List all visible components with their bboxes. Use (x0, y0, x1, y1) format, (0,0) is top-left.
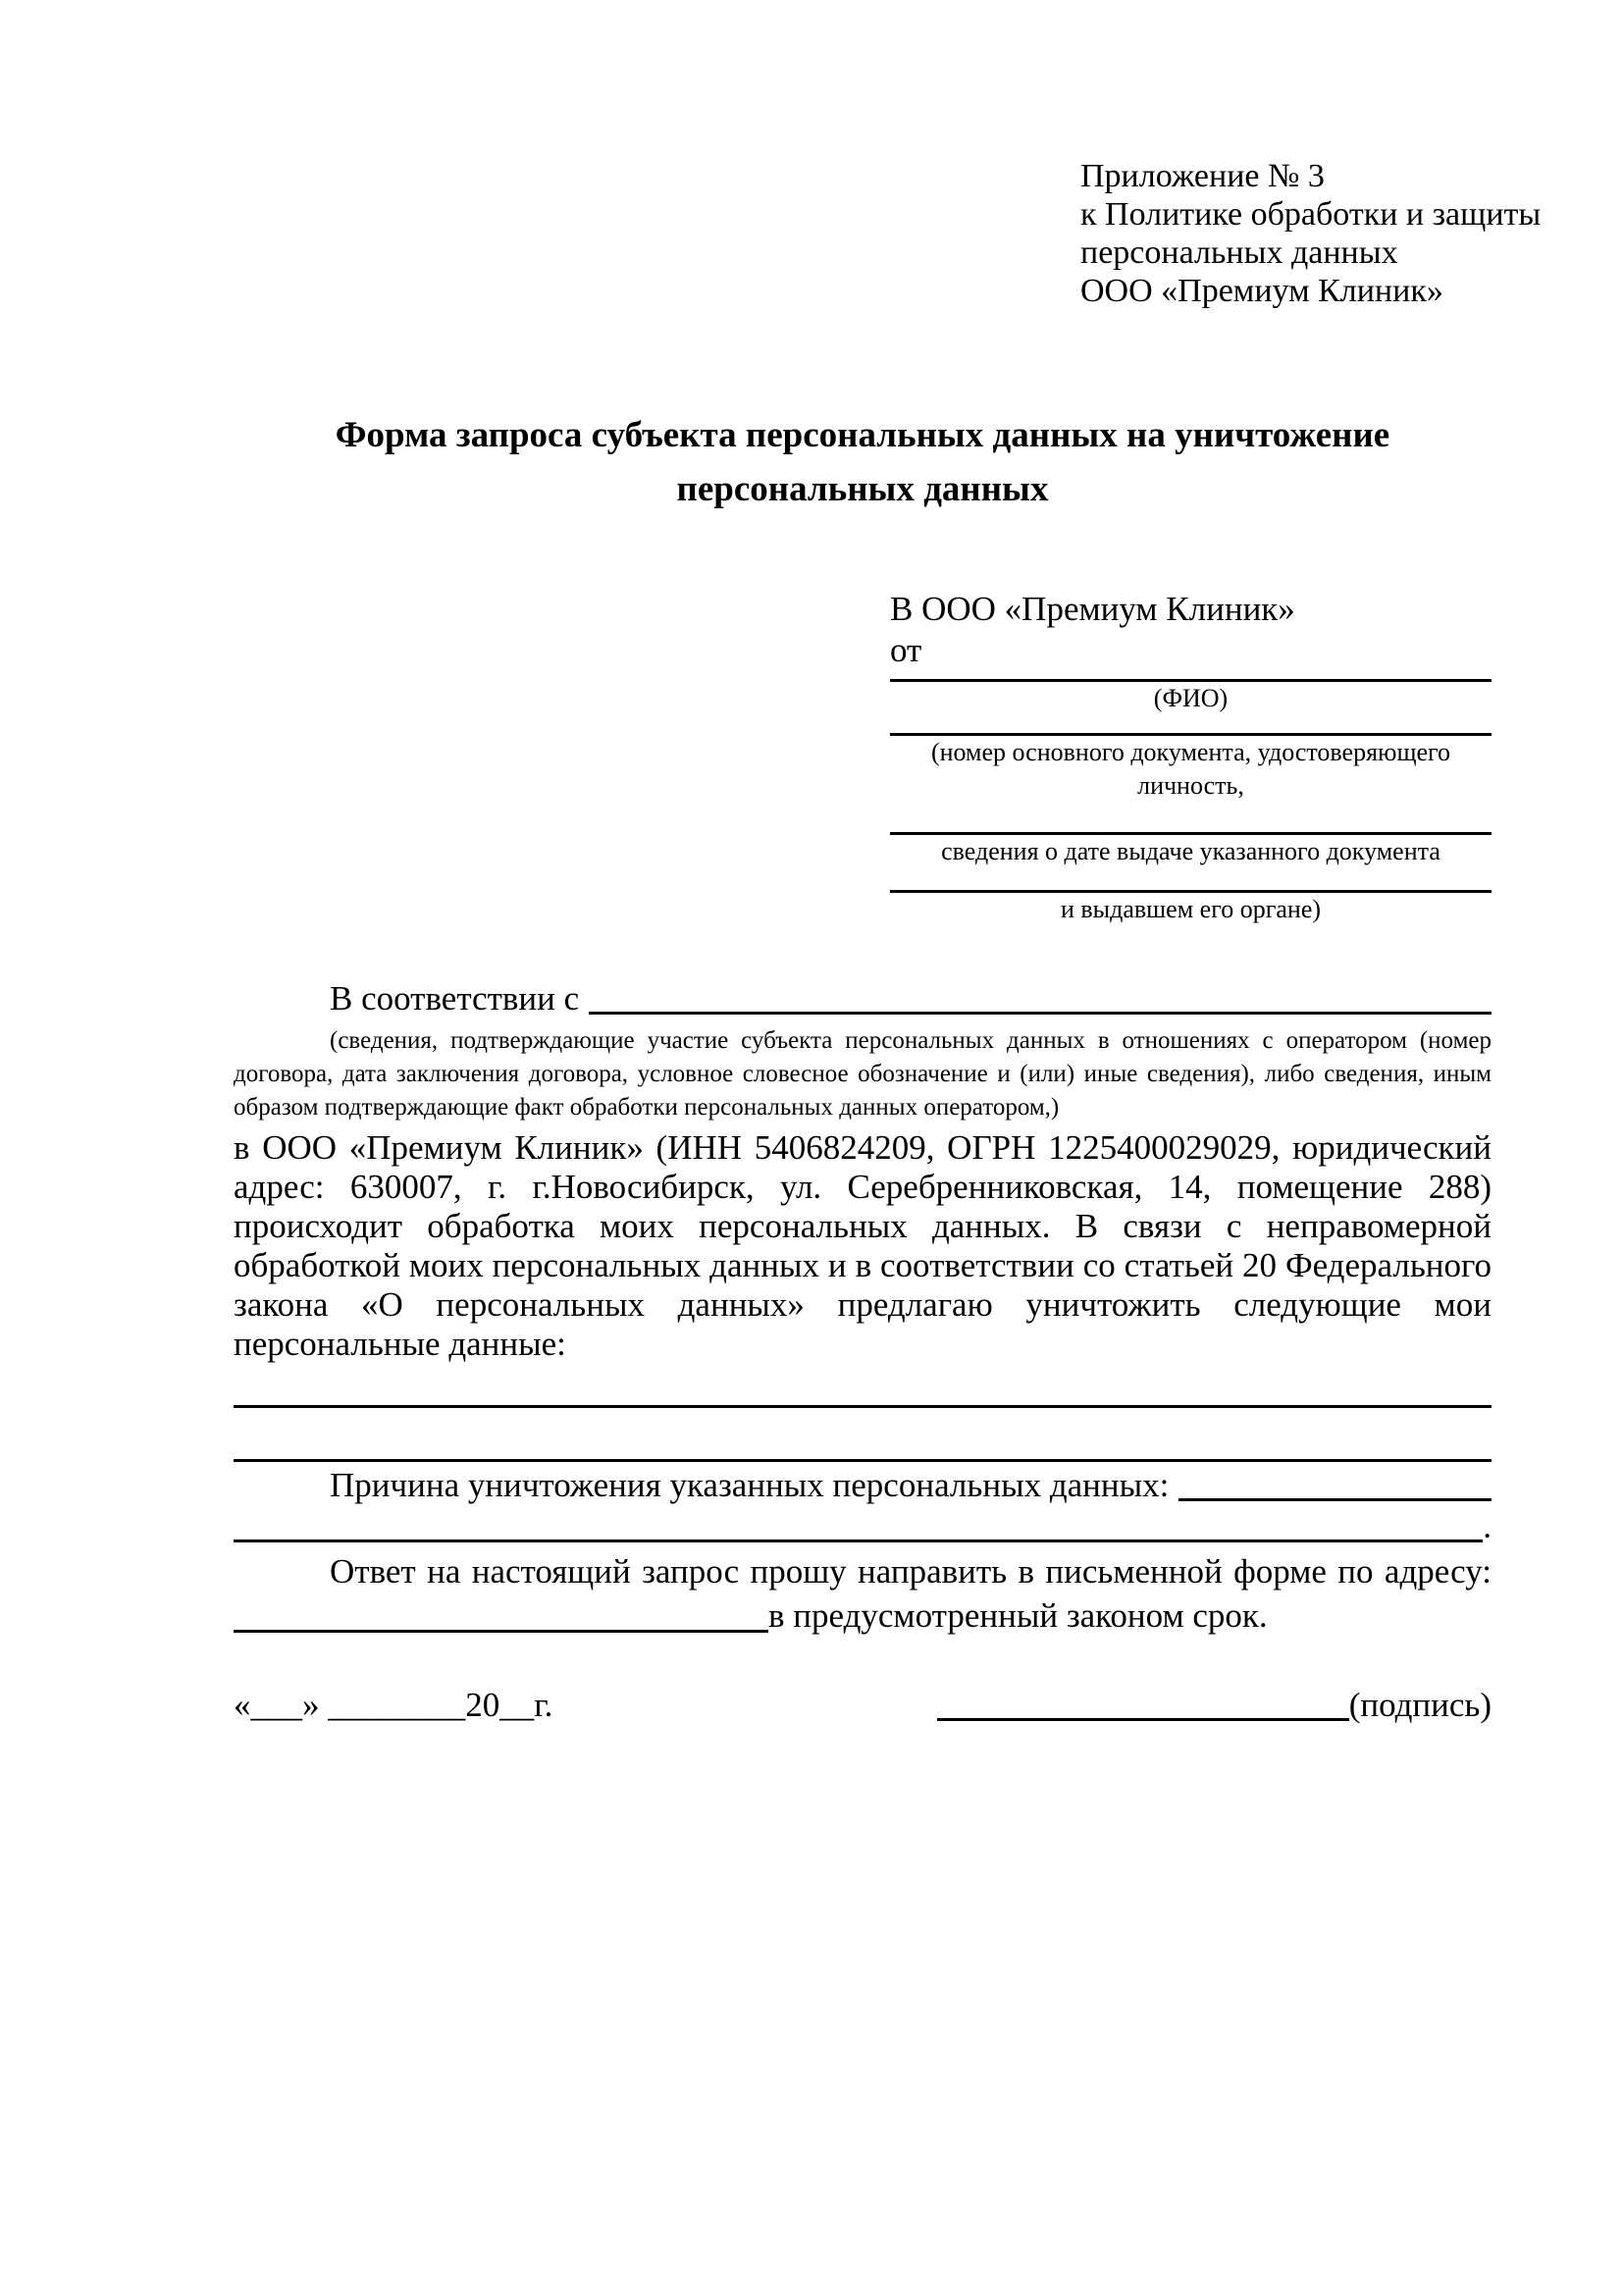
fio-caption: (ФИО) (1153, 684, 1229, 712)
appendix-line: к Политике обработки и защиты (1080, 196, 1542, 233)
period: . (1483, 1507, 1492, 1545)
issuing-authority-caption: и выдавшем его органе) (1060, 895, 1322, 923)
addressee-block (890, 589, 1492, 926)
issue-date-input-line (890, 803, 1492, 835)
reason-input-line (1178, 1498, 1492, 1501)
signature-line (937, 1718, 1349, 1721)
appendix-line: ООО «Премиум Клиник» (1080, 273, 1443, 309)
reason-continuation-line (234, 1507, 1492, 1548)
appendix-line: Приложение № 3 (1080, 158, 1325, 194)
document-title-line: Форма запроса субъекта персональных данных на уничтожение (335, 415, 1390, 455)
fio-input-line (890, 671, 1492, 682)
document-title-line: персональных данных (676, 469, 1049, 509)
addressee-to-line: В ООО «Премиум Клиник» (890, 590, 1295, 628)
issue-date-caption: сведения о дате выдаче указанного документа (941, 837, 1440, 865)
id-doc-caption: (номер основного документа, удостоверяющего личность, (930, 738, 1451, 800)
personal-data-input-line-2 (234, 1408, 1492, 1462)
personal-data-input-line-1 (234, 1391, 1492, 1408)
reason-line (234, 1464, 1492, 1507)
appendix-line: персональных данных (1080, 235, 1398, 271)
main-paragraph: в ООО «Премиум Клиник» (ИНН 5406824209, ОГРН 1225400029029, юридический адрес: 630007, г. г.Новосибирск, ул. Серебренниковская, 14, помещение 288) происходит обработка моих персональных данных. В связи с неправомерной обработкой моих персональных данных и в соответствии со статьей 20 Федерального закона «О персональных данных» предлагаю уничтожить следующие мои персональные данные: (234, 1128, 1492, 1363)
signature-caption: (подпись) (1348, 1686, 1492, 1724)
response-request-line: Ответ на настоящий запрос прошу направить в письменной форме по адресу: (330, 1552, 1492, 1591)
reason-label: Причина уничтожения указанных персональных данных: (330, 1466, 1170, 1504)
appendix-reference (1080, 157, 1542, 310)
date-signature-row (234, 1684, 1492, 1727)
address-input-line (234, 1630, 768, 1633)
accordance-label: В соответствии с (330, 979, 580, 1018)
signature-group (937, 1684, 1492, 1727)
addressee-from-label: от (890, 631, 922, 669)
accordance-line (234, 977, 1492, 1020)
accordance-note: (сведения, подтверждающие участие субъекта персональных данных в отношениях с оператором (номер договора, дата заключения договора, условное словесное обозначение и (или) иные сведения), либо сведения, иным образом подтверждающие факт обработки персональных данных оператором,) (234, 1027, 1492, 1121)
deadline-text: в предусмотренный законом срок. (768, 1596, 1268, 1635)
id-doc-input-line (890, 715, 1492, 736)
issuing-authority-input-line (890, 868, 1492, 893)
reason-input-line-2 (234, 1539, 1483, 1542)
date-placeholder: «___» ________20__г. (234, 1686, 553, 1724)
document-title (234, 408, 1492, 516)
deadline-line (234, 1593, 1492, 1639)
accordance-input-line (589, 1012, 1492, 1015)
